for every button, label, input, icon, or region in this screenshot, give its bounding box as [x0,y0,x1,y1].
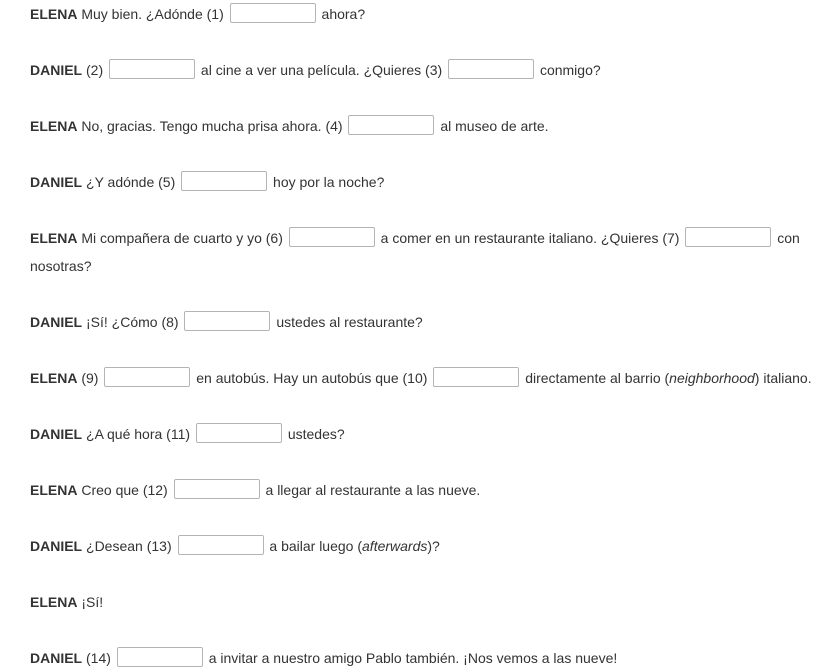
line-text: ustedes? [287,426,345,442]
answer-field-5[interactable] [181,171,267,191]
answer-field-14[interactable] [117,647,203,667]
line-text: directamente al barrio ( [525,370,670,386]
dialogue-line-5 [30,224,826,280]
line-text: a llegar al restaurante a las nueve. [265,482,481,498]
line-text: Creo que (12) [81,482,168,498]
line-text: ahora? [321,6,366,22]
line-text: (14) [86,650,111,666]
line-text: ¿Y adónde (5) [86,174,176,190]
speaker-label: ELENA [30,482,78,498]
answer-field-9[interactable] [104,367,190,387]
line-text: ¿A qué hora (11) [86,426,191,442]
line-text: al cine a ver una película. ¿Quieres (3) [200,62,443,78]
answer-field-7[interactable] [685,227,771,247]
answer-field-6[interactable] [289,227,375,247]
line-text: ¡Sí! ¿Cómo (8) [86,314,179,330]
speaker-label: DANIEL [30,174,83,190]
gloss-text: afterwards [362,538,428,554]
line-text: Muy bien. ¿Adónde (1) [81,6,224,22]
answer-field-2[interactable] [109,59,195,79]
line-text: en autobús. Hay un autobús que (10) [196,370,428,386]
speaker-label: ELENA [30,594,78,610]
line-text: a comer en un restaurante italiano. ¿Quieres (7) [380,230,680,246]
dialogue-line-8 [30,420,826,448]
line-text: con nosotras? [30,230,800,274]
speaker-label: ELENA [30,118,78,134]
line-text: ustedes al restaurante? [276,314,423,330]
dialogue-line-4 [30,168,826,196]
speaker-label: ELENA [30,6,78,22]
dialogue-line-1 [30,0,826,28]
dialogue-line-3 [30,112,826,140]
speaker-label: DANIEL [30,314,83,330]
answer-field-12[interactable] [174,479,260,499]
dialogue-line-2 [30,56,826,84]
line-text: ) italiano. [754,370,812,386]
dialogue-line-10 [30,532,826,560]
speaker-label: DANIEL [30,650,83,666]
line-text: No, gracias. Tengo mucha prisa ahora. (4) [81,118,343,134]
line-text: ¿Desean (13) [86,538,172,554]
speaker-label: ELENA [30,370,78,386]
dialogue-line-7 [30,364,826,392]
answer-field-3[interactable] [448,59,534,79]
speaker-label: DANIEL [30,426,83,442]
answer-field-8[interactable] [184,311,270,331]
line-text: a bailar luego ( [269,538,363,554]
dialogue-line-11 [30,588,826,616]
gloss-text: neighborhood [669,370,755,386]
line-text: hoy por la noche? [273,174,385,190]
line-text: Mi compañera de cuarto y yo (6) [81,230,283,246]
answer-field-13[interactable] [178,535,264,555]
line-text: (2) [86,62,104,78]
line-text: al museo de arte. [440,118,549,134]
dialogue-line-6 [30,308,826,336]
answer-field-4[interactable] [348,115,434,135]
line-text: )? [427,538,440,554]
answer-field-1[interactable] [230,3,316,23]
line-text: ¡Sí! [81,594,104,610]
dialogue-line-9 [30,476,826,504]
line-text: a invitar a nuestro amigo Pablo también. ¡Nos vemos a las nueve! [208,650,618,666]
speaker-label: DANIEL [30,62,83,78]
line-text: conmigo? [539,62,601,78]
answer-field-10[interactable] [433,367,519,387]
speaker-label: ELENA [30,230,78,246]
answer-field-11[interactable] [196,423,282,443]
line-text: (9) [81,370,99,386]
speaker-label: DANIEL [30,538,83,554]
